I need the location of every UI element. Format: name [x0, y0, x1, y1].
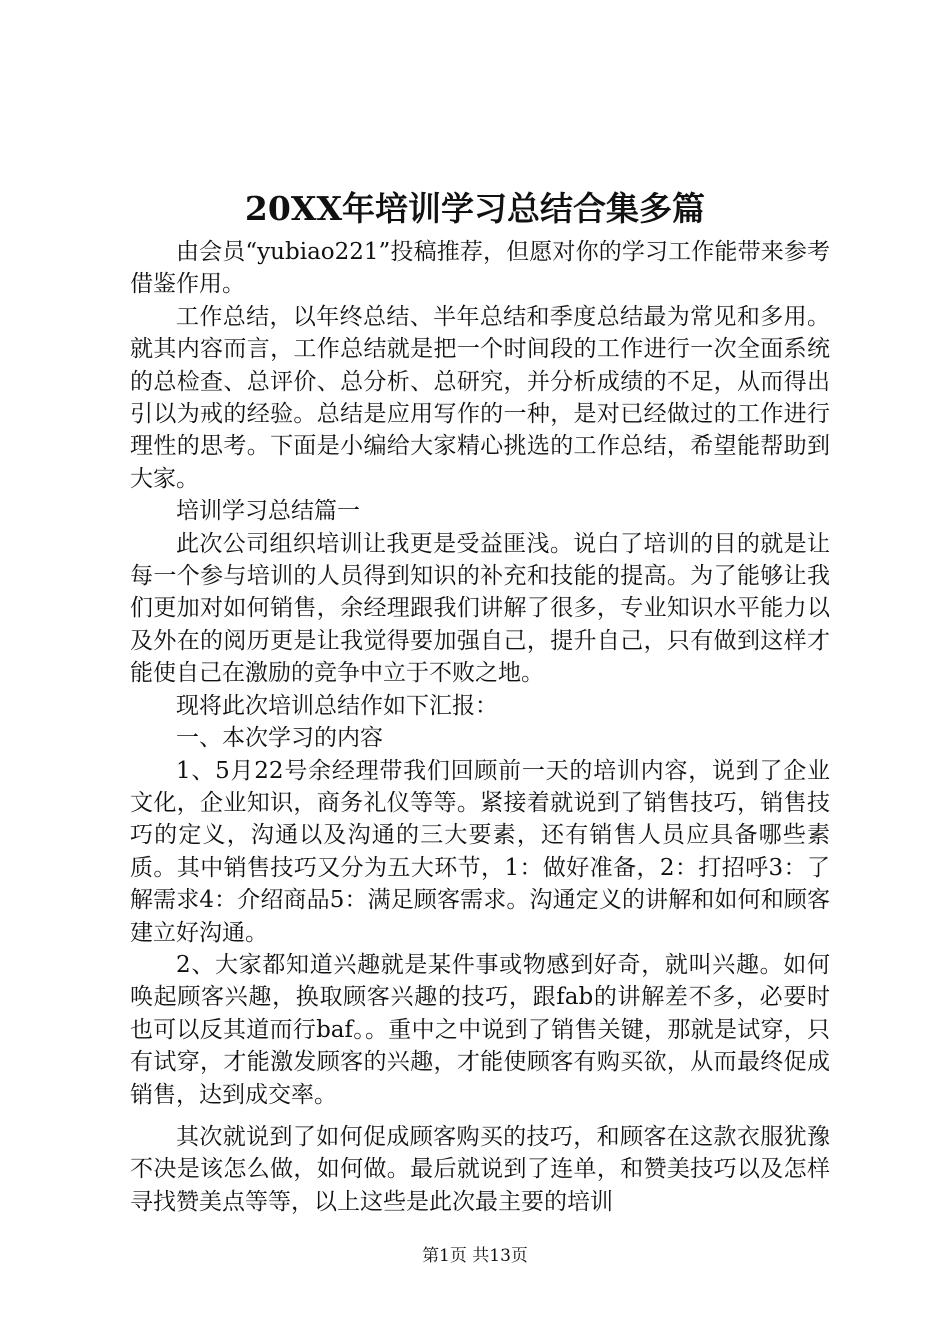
section-heading: 培训学习总结篇一 — [176, 498, 360, 525]
paragraph: 工作总结，以年终总结、半年总结和季度总结最为常见和多用。就其内容而言，工作总结就是把一个时间段的工作进行一次全面系统的总检查、总评价、总分析、总研究，并分析成绩的不足，从而得出引以为戒的经验。总结是应用写作的一种，是对已经做过的工作进行理性的思考。下面是小编给大家精心挑选的工作总结，希望能帮助到大家。 — [130, 303, 830, 492]
paragraph: 2、大家都知道兴趣就是某件事或物感到好奇，就叫兴趣。如何唤起顾客兴趣，换取顾客兴趣的技巧，跟fab的讲解差不多，必要时也可以反其道而行baf。。重中之中说到了销售关键，那就是试穿，只有试穿，才能激发顾客的兴趣，才能使顾客有购买欲，从而最终促成销售，达到成交率。 — [130, 951, 830, 1108]
paragraph: 现将此次培训总结作如下汇报： — [176, 692, 498, 719]
paragraph: 此次公司组织培训让我更是受益匪浅。说白了培训的目的就是让每一个参与培训的人员得到知识的补充和技能的提高。为了能够让我们更加对如何销售，余经理跟我们讲解了很多，专业知识水平能力以及外在的阅历更是让我觉得要加强自己，提升自己，只有做到这样才能使自己在激励的竞争中立于不败之地。 — [130, 530, 830, 687]
document-title: 20XX年培训学习总结合集多篇 — [244, 189, 706, 228]
page-number-footer: 第1页 共13页 — [422, 1246, 528, 1266]
document-body — [130, 236, 830, 1218]
section-heading: 一、本次学习的内容 — [176, 725, 383, 752]
paragraph: 其次就说到了如何促成顾客购买的技巧，和顾客在这款衣服犹豫不决是该怎么做，如何做。最后就说到了连单，和赞美技巧以及怎样寻找赞美点等等，以上这些是此次最主要的培训 — [130, 1123, 830, 1215]
paragraph: 1、5月22号余经理带我们回顾前一天的培训内容，说到了企业文化，企业知识，商务礼仪等等。紧接着就说到了销售技巧，销售技巧的定义，沟通以及沟通的三大要素，还有销售人员应具备哪些素质。其中销售技巧又分为五大环节，1：做好准备，2：打招呼3：了解需求4：介绍商品5：满足顾客需求。沟通定义的讲解和如何和顾客建立好沟通。 — [130, 757, 830, 946]
paragraph: 由会员“yubiao221”投稿推荐，但愿对你的学习工作能带来参考借鉴作用。 — [130, 239, 830, 298]
